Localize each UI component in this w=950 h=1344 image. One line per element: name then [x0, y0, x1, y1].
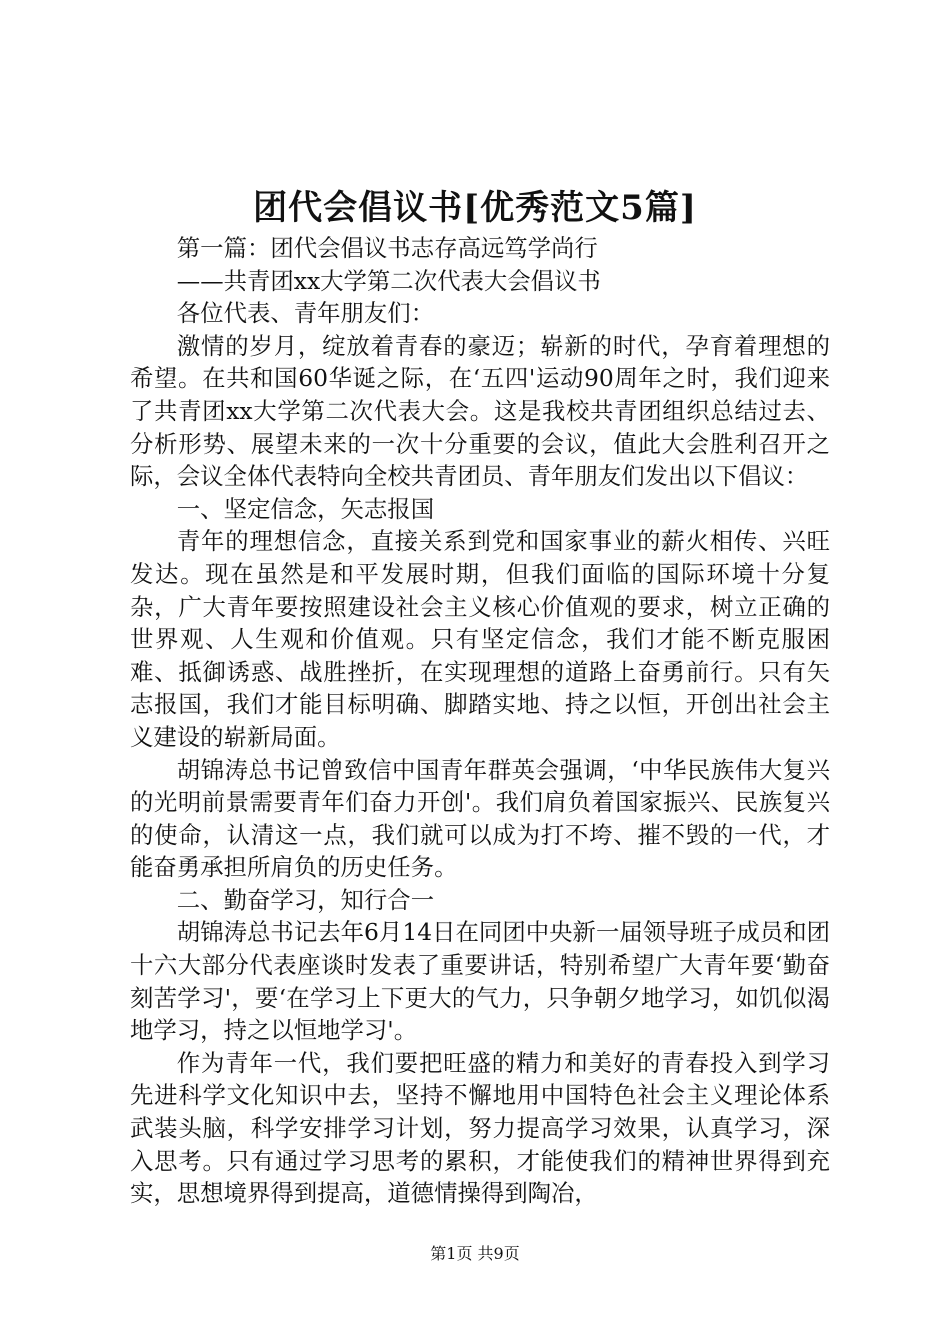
section-heading-2: 二、勤奋学习，知行合一 — [176, 885, 435, 914]
paragraph-10: 作为青年一代，我们要把旺盛的精力和美好的青春投入到学习先进科学文化知识中去，坚持不懈地用中国特色社会主义理论体系武装头脑，科学安排学习计划，努力提高学习效果，认真学习，深入思考。只有通过学习思考的累积，才能使我们的精神世界得到充实，思想境界得到提高，道德情操得到陶冶， — [130, 1048, 830, 1208]
paragraph-4: 激情的岁月，绽放着青春的豪迈；崭新的时代，孕育着理想的希望。在共和国60华诞之际，在‘五四'运动90周年之时，我们迎来了共青团xx大学第二次代表大会。这是我校共青团组织总结过去、分析形势、展望未来的一次十分重要的会议，值此大会胜利召开之际，会议全体代表特向全校共青团员、青年朋友们发出以下倡议： — [130, 331, 830, 491]
paragraph-2: ——共青团xx大学第二次代表大会倡议书 — [176, 266, 601, 295]
paragraph-7: 胡锦涛总书记曾致信中国青年群英会强调，‘中华民族伟大复兴的光明前景需要青年们奋力开创'。我们肩负着国家振兴、民族复兴的使命，认清这一点，我们就可以成为打不垮、摧不毁的一代，才能奋勇承担所肩负的历史任务。 — [130, 755, 830, 882]
paragraph-9: 胡锦涛总书记去年6月14日在同团中央新一届领导班子成员和团十六大部分代表座谈时发表了重要讲话，特别希望广大青年要‘勤奋刻苦学习'，要‘在学习上下更大的气力，只争朝夕地学习，如饥似渴地学习，持之以恒地学习'。 — [130, 918, 830, 1045]
paragraph-3: 各位代表、青年朋友们： — [176, 299, 435, 328]
paragraph-1: 第一篇：团代会倡议书志存高远笃学尚行 — [176, 234, 598, 262]
page-footer: 第1页 共9页 — [430, 1244, 520, 1263]
paragraph-6: 青年的理想信念，直接关系到党和国家事业的薪火相传、兴旺发达。现在虽然是和平发展时期，但我们面临的国际环境十分复杂，广大青年要按照建设社会主义核心价值观的要求，树立正确的世界观、人生观和价值观。只有坚定信念，我们才能不断克服困难、抵御诱惑、战胜挫折，在实现理想的道路上奋勇前行。只有矢志报国，我们才能目标明确、脚踏实地、持之以恒，开创出社会主义建设的崭新局面。 — [130, 527, 830, 751]
section-heading-1: 一、坚定信念，矢志报国 — [176, 494, 435, 523]
document-title: 团代会倡议书[优秀范文5篇] — [253, 188, 697, 228]
document-body — [130, 232, 830, 1210]
